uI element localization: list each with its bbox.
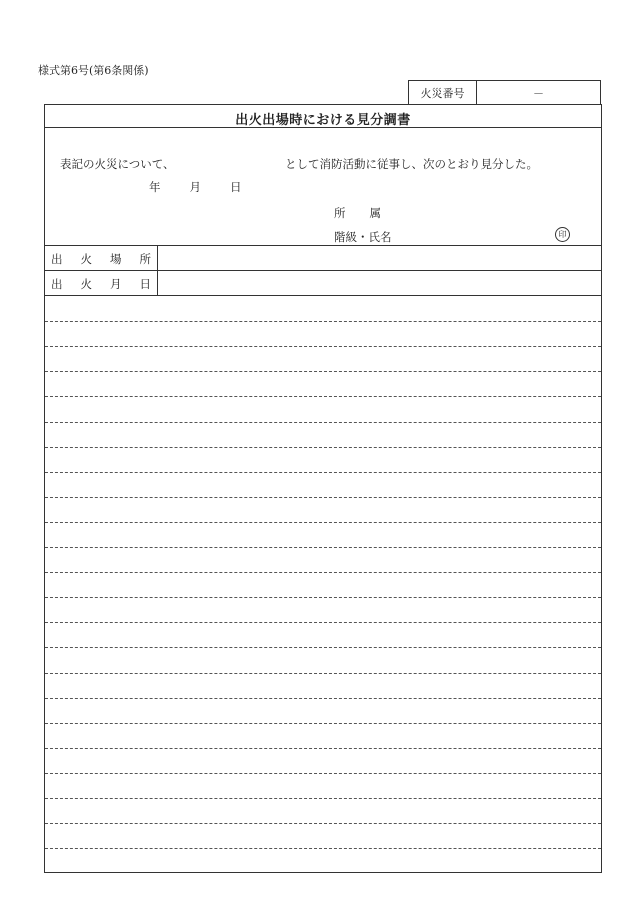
writing-line [45, 848, 601, 849]
writing-line [45, 422, 601, 423]
document-title: 出火出場時における見分調書 [235, 113, 411, 128]
affiliation-char-2: 属 [369, 206, 381, 220]
writing-line [45, 597, 601, 598]
fire-location-field[interactable] [158, 246, 601, 271]
writing-line [45, 547, 601, 548]
writing-line [45, 396, 601, 397]
label-char: 所 [139, 251, 151, 266]
writing-line [45, 748, 601, 749]
writing-line [45, 321, 601, 322]
writing-line [45, 497, 601, 498]
writing-line [45, 698, 601, 699]
statement-prefix: 表記の火災について、 [60, 157, 175, 171]
affiliation-char-1: 所 [334, 206, 346, 220]
year-char: 年 [149, 180, 161, 194]
writing-line [45, 823, 601, 824]
report-form [44, 104, 602, 873]
fire-number-box [408, 80, 601, 104]
writing-line [45, 572, 601, 573]
month-char: 月 [189, 180, 201, 194]
label-char: 場 [110, 251, 122, 266]
writing-line [45, 346, 601, 347]
day-char: 日 [230, 180, 242, 194]
writing-line [45, 773, 601, 774]
statement-suffix: として消防活動に従事し、次のとおり見分した。 [285, 157, 538, 171]
affiliation-line [334, 205, 405, 221]
label-char: 火 [80, 276, 92, 291]
fire-date-label [45, 271, 158, 296]
date-line [149, 179, 271, 195]
label-char: 出 [51, 251, 63, 266]
writing-line [45, 798, 601, 799]
writing-line [45, 472, 601, 473]
notes-area[interactable] [45, 295, 601, 296]
fire-date-field[interactable] [158, 271, 601, 296]
fire-location-label [45, 246, 158, 271]
form-number-label: 様式第6号(第6条関係) [38, 64, 149, 77]
writing-line [45, 447, 601, 448]
label-char: 出 [51, 276, 63, 291]
label-char: 火 [80, 251, 92, 266]
rank-name-label: 階級・氏名 [334, 230, 392, 244]
writing-line [45, 723, 601, 724]
writing-line [45, 647, 601, 648]
writing-line [45, 522, 601, 523]
title-divider [45, 127, 601, 128]
fire-number-field[interactable]: － [533, 86, 544, 100]
fire-number-label: 火災番号 [409, 81, 477, 104]
fire-date-row [45, 270, 601, 296]
label-char: 月 [110, 276, 122, 291]
label-char: 日 [139, 276, 151, 291]
writing-line [45, 371, 601, 372]
seal-mark: 印 [555, 227, 570, 242]
fire-location-row [45, 245, 601, 271]
writing-line [45, 673, 601, 674]
writing-line [45, 622, 601, 623]
